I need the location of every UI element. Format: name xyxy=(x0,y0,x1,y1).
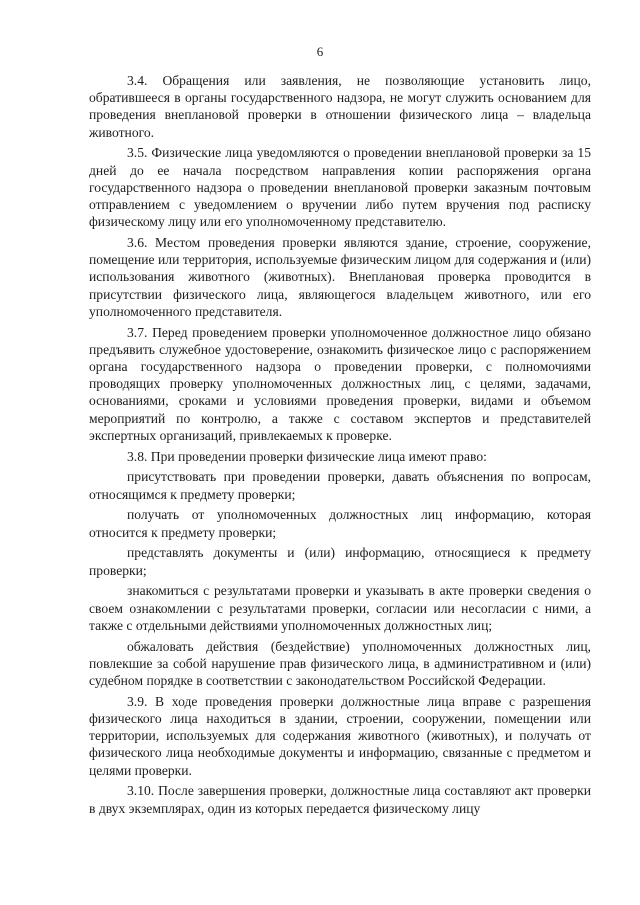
right-item-appeal: обжаловать действия (бездействие) уполномоченных должностных лиц, повлекшие за собой нарушение прав физического лица, в административном и (или) судебном порядке в соответствии с законодательством Российской Федерации. xyxy=(89,638,591,689)
document-body xyxy=(89,72,591,820)
paragraph-3-8: 3.8. При проведении проверки физические лица имеют право: xyxy=(127,448,487,464)
paragraph-3-10: 3.10. После завершения проверки, должностные лица составляют акт проверки в двух экземплярах, один из которых передается физическому лицу xyxy=(89,783,591,816)
paragraph-3-6: 3.6. Местом проведения проверки являются здание, строение, сооружение, помещение или территория, используемые физическим лицом для содержания и (или) использования животного (животных). Внеплановая проверка проводится в присутствии физического лица, являющегося владельцем животного, или его уполномоченного представителя. xyxy=(89,235,591,319)
paragraph-3-9: 3.9. В ходе проведения проверки должностные лица вправе с разрешения физического лица находиться в здании, строении, сооружении, помещении или территории, используемых для содержания животного (животных), и получать от физического лица необходимые документы и информацию, связанные с предметом и целями проверки. xyxy=(89,693,591,778)
right-item-submit-documents: представлять документы и (или) информацию, относящиеся к предмету проверки; xyxy=(89,545,591,578)
right-item-receive-info: получать от уполномоченных должностных лиц информацию, которая относится к предмету проверки; xyxy=(89,507,591,540)
paragraph-3-7: 3.7. Перед проведением проверки уполномоченное должностное лицо обязано предъявить служебное удостоверение, ознакомить физическое лицо с распоряжением органа государственного надзора о проведении проверки, с полномочиями проводящих проверку уполномоченных должностных лиц, с целями, задачами, основаниями, сроками и условиями проведения проверки, видами и объемом мероприятий по контролю, а также с составом экспертов и представителей экспертных организаций, привлекаемых к проверке. xyxy=(89,324,591,443)
paragraph-3-5: 3.5. Физические лица уведомляются о проведении внеплановой проверки за 15 дней до ее начала посредством направления копии распоряжения органа государственного надзора о проведении внеплановой проверки заказным почтовым отправлением с уведомлением о вручении либо путем вручения под расписку физическому лицу или его уполномоченному представителю. xyxy=(89,145,591,230)
right-item-review-results: знакомиться с результатами проверки и указывать в акте проверки сведения о своем ознакомлении с результатами проверки, согласии или несогласии с ними, а также с отдельными действиями уполномоченных должностных лиц; xyxy=(89,583,591,633)
paragraph-3-4: 3.4. Обращения или заявления, не позволяющие установить лицо, обратившееся в органы государственного надзора, не могут служить основанием для проведения внеплановой проверки в отношении физического лица – владельца животного. xyxy=(89,73,591,140)
page-number: 6 xyxy=(316,44,324,59)
right-item-attend: присутствовать при проведении проверки, давать объяснения по вопросам, относящимся к предмету проверки; xyxy=(89,469,591,502)
